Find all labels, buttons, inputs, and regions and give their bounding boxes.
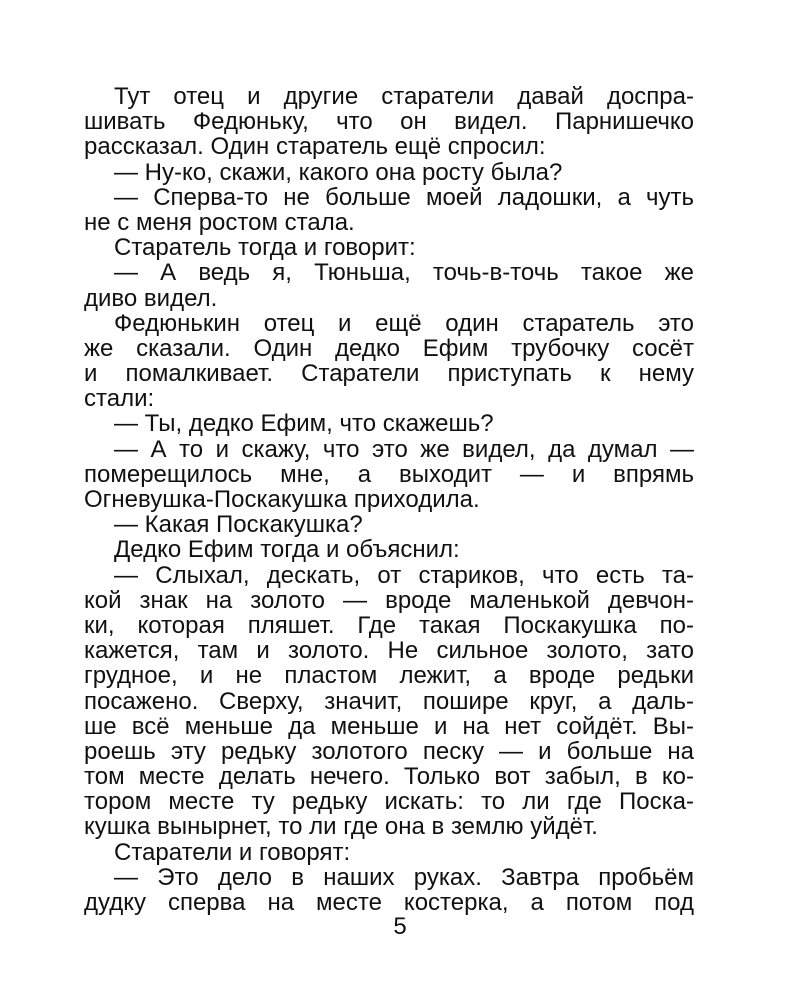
text-line: — Ну-ко, скажи, какого она росту была?: [114, 158, 563, 186]
text-line: шивать Федюньку, что он видел. Парнишечко: [84, 108, 694, 136]
text-line: — Сперва-то не больше моей ладошки, а чуть: [114, 183, 694, 211]
text-line: же сказали. Один дедко Ефим трубочку сосёт: [84, 334, 694, 362]
text-line: диво видел.: [84, 284, 218, 312]
text-line: не с меня ростом стала.: [84, 208, 355, 236]
text-line: — Слыхал, дескать, от стариков, что есть та-: [114, 561, 694, 589]
text-line: Огневушка-Поскакушка приходила.: [84, 486, 480, 513]
text-line: — А ведь я, Тюньша, точь-в-точь такое же: [114, 259, 694, 287]
text-line: — Это дело в наших руках. Завтра пробьём: [114, 863, 694, 891]
text-line: грудное, и не пластом лежит, а вроде редьки: [84, 662, 694, 690]
text-line: Старатель тогда и говорит:: [114, 234, 416, 262]
text-line: стали:: [84, 385, 155, 413]
text-line: том месте делать нечего. Только вот забыл, в ко-: [84, 763, 694, 791]
text-line: — Ты, дедко Ефим, что скажешь?: [114, 410, 494, 438]
text-line: ки, которая пляшет. Где такая Поскакушка по-: [84, 611, 694, 639]
text-line: кой знак на золото — вроде маленькой девчон-: [84, 586, 694, 614]
text-line: и помалкивает. Старатели приступать к нему: [84, 360, 694, 388]
text-line: Федюнькин отец и ещё один старатель это: [114, 309, 694, 337]
text-line: роешь эту редьку золотого песку — и больше на: [84, 737, 694, 765]
text-line: дудку сперва на месте костерка, а потом под: [84, 889, 694, 916]
text-line: кажется, там и золото. Не сильное золото, зато: [84, 637, 694, 665]
page-number: 5: [393, 913, 407, 940]
text-line: рассказал. Один старатель ещё спросил:: [84, 133, 546, 161]
text-line: ше всё меньше да меньше и на нет сойдёт. Вы-: [84, 712, 694, 740]
text-line: — Какая Поскакушка?: [114, 511, 363, 539]
text-body: [84, 84, 694, 915]
text-line: померещилось мне, а выходит — и впрямь: [84, 460, 694, 488]
text-line: Тут отец и другие старатели давай доспра-: [114, 83, 694, 110]
text-line: кушка вынырнет, то ли где она в землю уйдёт.: [84, 813, 598, 841]
text-line: тором месте ту редьку искать: то ли где Поска-: [84, 788, 694, 816]
text-line: Старатели и говорят:: [114, 838, 351, 866]
text-line: — А то и скажу, что это же видел, да думал —: [114, 435, 694, 463]
text-line: посажено. Сверху, значит, пошире круг, а даль-: [84, 687, 694, 715]
text-line: Дедко Ефим тогда и объяснил:: [114, 536, 460, 564]
